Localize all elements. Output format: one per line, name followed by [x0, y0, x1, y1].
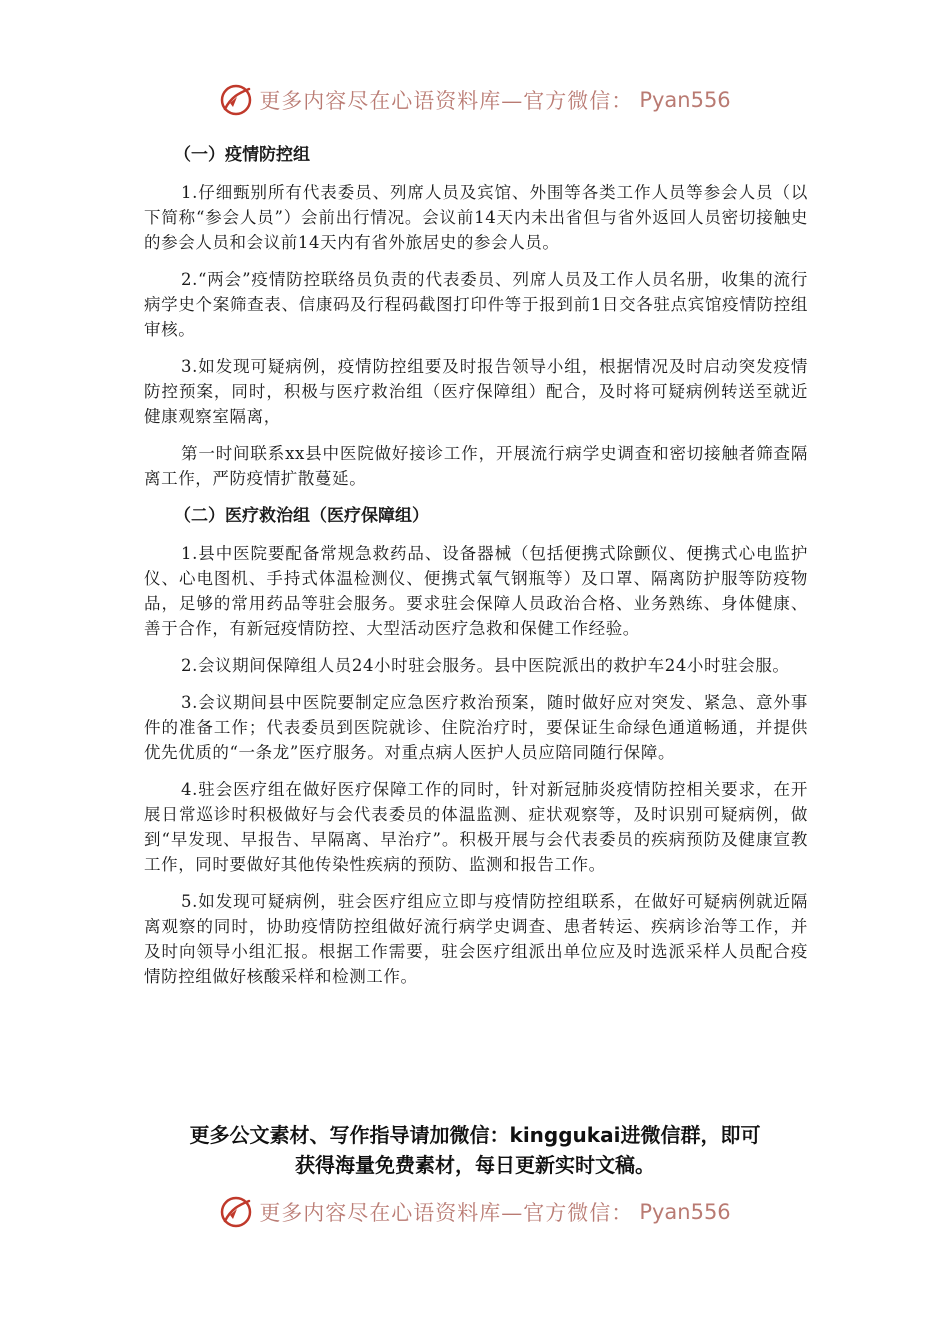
- logo-icon: [219, 1195, 253, 1229]
- paragraph: 3.会议期间县中医院要制定应急医疗救治预案，随时做好应对突发、紧急、意外事件的准备工作；代表委员到医院就诊、住院治疗时，要保证生命绿色通道畅通，并提供优先优质的“一条龙”医疗服务。对重点病人医护人员应陪同随行保障。: [144, 693, 808, 762]
- paragraph: 4.驻会医疗组在做好医疗保障工作的同时，针对新冠肺炎疫情防控相关要求，在开展日常巡诊时积极做好与会代表委员的体温监测、症状观察等，及时识别可疑病例，做到“早发现、早报告、早隔离、早治疗”。积极开展与会代表委员的疾病预防及健康宣教工作，同时要做好其他传染性疾病的预防、监测和报告工作。: [144, 780, 808, 874]
- section-heading-medical-treatment: （二）医疗救治组（医疗保障组）: [174, 506, 429, 526]
- paragraph: 1.县中医院要配备常规急救药品、设备器械（包括便携式除颤仪、便携式心电监护仪、心电图机、手持式体温检测仪、便携式氧气钢瓶等）及口罩、隔离防护服等防疫物品，足够的常用药品等驻会服务。要求驻会保障人员政治合格、业务熟练、身体健康、善于合作，有新冠疫情防控、大型活动医疗急救和保健工作经验。: [144, 544, 808, 638]
- footer-promo-line-2: 获得海量免费素材，每日更新实时文稿。: [295, 1153, 655, 1177]
- watermark-account: Pyan556: [639, 88, 731, 112]
- logo-icon: [219, 83, 253, 117]
- paragraph: 5.如发现可疑病例，驻会医疗组应立即与疫情防控组联系，在做好可疑病例就近隔离观察的同时，协助疫情防控组做好流行病学史调查、患者转运、疾病诊治等工作，并及时向领导小组汇报。根据工作需要，驻会医疗组派出单位应及时选派采样人员配合疫情防控组做好核酸采样和检测工作。: [144, 892, 808, 986]
- paragraph: 第一时间联系xx县中医院做好接诊工作，开展流行病学史调查和密切接触者筛查隔离工作，严防疫情扩散蔓延。: [144, 444, 808, 488]
- watermark-account: Pyan556: [639, 1200, 731, 1224]
- paragraph: 2.会议期间保障组人员24小时驻会服务。县中医院派出的救护车24小时驻会服。: [181, 656, 790, 675]
- footer-watermark: [0, 1192, 950, 1232]
- paragraph: 1.仔细甄别所有代表委员、列席人员及宾馆、外围等各类工作人员等参会人员（以下简称“参会人员”）会前出行情况。会议前14天内未出省但与省外返回人员密切接触史的参会人员和会议前14天内有省外旅居史的参会人员。: [144, 183, 808, 252]
- footer-promo: [110, 1120, 840, 1180]
- paragraph: 2.“两会”疫情防控联络员负责的代表委员、列席人员及工作人员名册，收集的流行病学史个案筛查表、信康码及行程码截图打印件等于报到前1日交各驻点宾馆疫情防控组审核。: [144, 270, 808, 339]
- watermark-text: 更多内容尽在心语资料库—官方微信：: [259, 89, 634, 113]
- footer-promo-line-1: 更多公文素材、写作指导请加微信：kinggukai进微信群，即可: [189, 1123, 761, 1147]
- header-watermark: [0, 80, 950, 120]
- section-heading-epidemic-control: （一）疫情防控组: [174, 145, 310, 165]
- paragraph: 3.如发现可疑病例，疫情防控组要及时报告领导小组，根据情况及时启动突发疫情防控预案，同时，积极与医疗救治组（医疗保障组）配合，及时将可疑病例转送至就近健康观察室隔离，: [144, 357, 808, 426]
- document-body: [144, 142, 808, 1001]
- watermark-text: 更多内容尽在心语资料库—官方微信：: [259, 1201, 634, 1225]
